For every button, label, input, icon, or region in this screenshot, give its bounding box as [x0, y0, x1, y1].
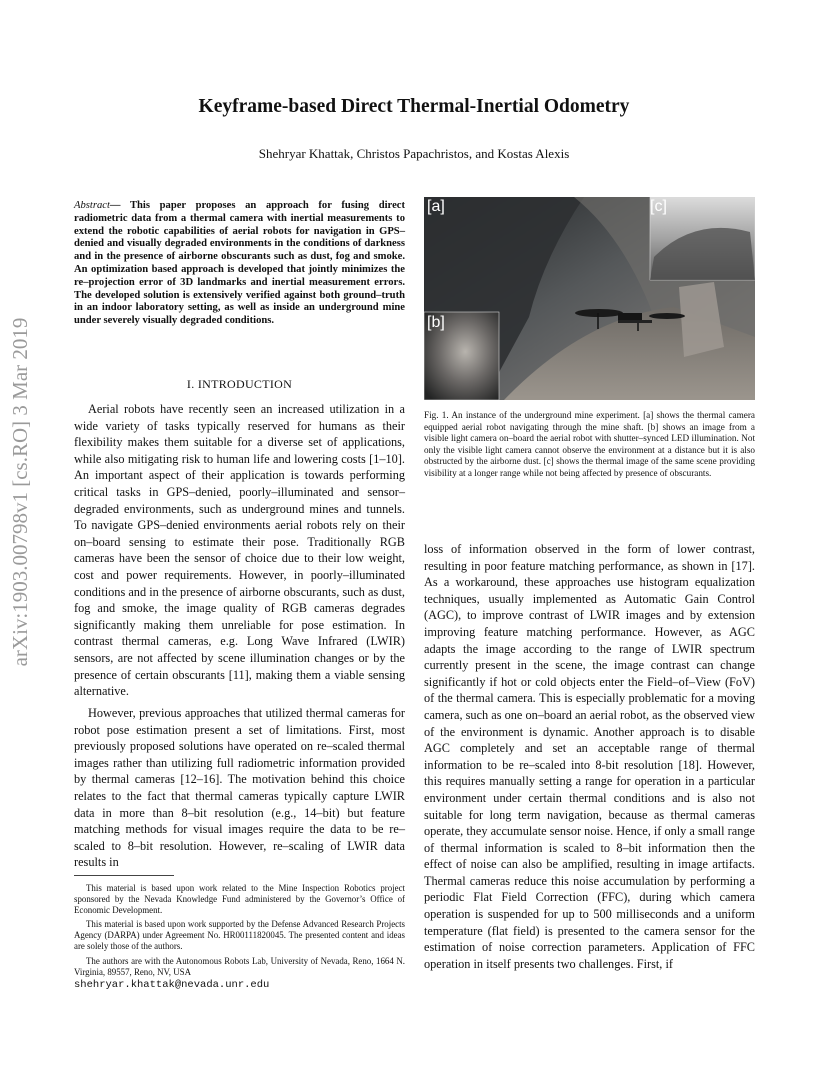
footnote: This material is based upon work related to the Mine Inspection Robotics project sponsored by the Nevada Knowledge Fund administered by the Governor’s Office of Economic Development. [74, 883, 405, 916]
intro-paragraph: However, previous approaches that utilized thermal cameras for robot pose estimation present a set of limitations. First, most previously proposed solutions have operated on re–scaled thermal images rather than utilizing full radiometric information provided by thermal cameras [12–16]. The motivation behind this choice relates to the fact that thermal cameras typically capture LWIR data in more than 8–bit resolution (e.g., 14–bit) but feature matching methods for visual images require the data to be re–scaled to 8–bit resolution. However, re–scaling of LWIR data results in [74, 706, 405, 870]
footnote: This material is based upon work supported by the Defense Advanced Research Projects Agency (DARPA) under Agreement No. HR00111820045. The presented content and ideas are solely those of the authors. [74, 919, 405, 952]
abstract [74, 200, 405, 328]
mine-photo-composite [424, 197, 755, 400]
paper-title: Keyframe-based Direct Thermal-Inertial Odometry [198, 96, 630, 117]
figure-label-a: [a] [427, 198, 445, 215]
body-paragraph: loss of information observed in the form of lower contrast, resulting in poor feature matching performance, as shown in [17]. As a workaround, these approaches use histogram equalization techniques, usually implemented as Automatic Gain Control (AGC), to improve contrast of LWIR images and by extension improving feature matching performance. However, as AGC adapts the image according to the range of LWIR spectrum currently present in the scene, the image contrast can change significantly if hot or cold objects enter the Field–of–View (FoV) of the thermal camera. This is especially problematic for a moving camera, such as one on–board an aerial robot, as the observed view of the environment is dynamic. Another approach is to disable AGC completely and set an acceptable range of thermal information to be re–scaled into 8-bit resolution [18]. However, this requires manually setting a range for operation in a particular environment under certain thermal conditions and is also not suitable for long term navigation, because as thermal cameras operate, they accumulate sensor noise. Hence, if only a small range of thermal information is scaled to 8–bit information then the effect of noise can also be amplified, resulting in image artifacts. Thermal cameras reduce this noise accumulation by performing a periodic Flat Field Correction (FFC), during which camera operation is suspended for up to 500 milliseconds and a uniform temperature (flat field) is presented to the camera sensor for the estimation of noise correction parameters. Application of FFC operation in itself presents two challenges. First, if [424, 542, 755, 971]
intro-paragraph: Aerial robots have recently seen an increased utilization in a wide variety of tasks typically reserved for humans as their flexibility makes them suitable for a diverse set of applications, while also mitigating risk to human life and lowering costs [1–10]. An important aspect of their application is towards performing critical tasks in GPS–denied, poorly–illuminated and sensor–degraded environments, such as underground mines and tunnels. To navigate GPS–denied environments aerial robots rely on their on–board sensing to estimate their pose. Traditionally RGB cameras have been the sensor of choice due to their low weight, cost and power requirements. However, in poorly–illuminated conditions and in the presence of airborne obscurants, such as dust, fog and smoke, the image quality of RGB cameras degrades significantly making them unreliable for pose estimation. In contrast thermal cameras, e.g. Long Wave Infrared (LWIR) sensors, are not affected by scene illumination changes or by the presence of certain obscurants [11], making them a viable sensing alternative. [74, 402, 405, 699]
arxiv-identifier: arXiv:1903.00798v1 [cs.RO] 3 Mar 2019 [8, 317, 32, 667]
figure-label-b: [b] [427, 314, 445, 331]
section-heading: I. INTRODUCTION [186, 377, 293, 391]
figure-mine-experiment [424, 197, 755, 400]
abstract-label: Abstract [74, 200, 110, 211]
footnote: The authors are with the Autonomous Robots Lab, University of Nevada, Reno, 1664 N. Virginia, 89557, Reno, NV, USA [74, 956, 405, 978]
author-email: shehryar.khattak@nevada.unr.edu [74, 979, 270, 991]
footnote-rule [74, 875, 174, 876]
figure-caption: Fig. 1. An instance of the underground mine experiment. [a] shows the thermal camera equipped aerial robot navigating through the mine shaft. [b] shows an image from a visible light camera on–board the aerial robot with shutter–synced LED illumination. Not only the visible light camera cannot observe the environment at a distance but it is also obstructed by the airborne dust. [c] shows the thermal image of the same scene providing visibility at a longer range while not being affected by presence of obscurants. [424, 410, 755, 478]
abstract-text: — This paper proposes an approach for fusing direct radiometric data from a thermal camera with inertial measurements to extend the robotic capabilities of aerial robots for navigation in GPS–denied and visually degraded environments in the conditions of darkness and in the presence of airborne obscurants such as dust, fog and smoke. An optimization based approach is developed that jointly minimizes the re–projection error of 3D landmarks and inertial measurement errors. The developed solution is extensively verified against both ground–truth in an indoor laboratory setting, as well as inside an underground mine under severely visually degraded conditions. [74, 200, 405, 327]
right-column-body [424, 541, 755, 972]
figure-label-c: [c] [650, 198, 667, 215]
author-list: Shehryar Khattak, Christos Papachristos, and Kostas Alexis [258, 146, 570, 161]
